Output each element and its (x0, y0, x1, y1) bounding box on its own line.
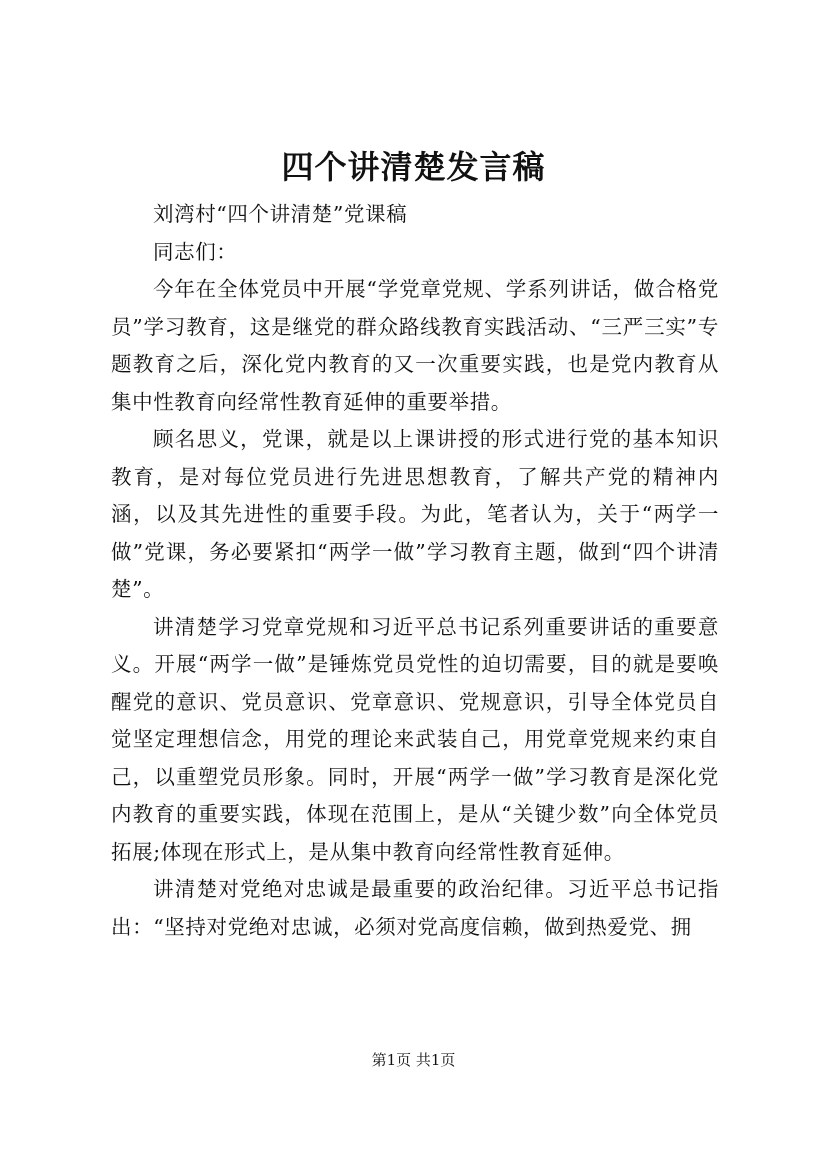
paragraph-purpose: 顾名思义，党课，就是以上课讲授的形式进行党的基本知识教育，是对每位党员进行先进思想教育，了解共产党的精神内涵，以及其先进性的重要手段。为此，笔者认为，关于“两学一做”党课，务必要紧扣“两学一做”学习教育主题，做到“四个讲清楚”。 (111, 427, 719, 601)
document-body (111, 196, 719, 946)
paragraph-significance: 讲清楚学习党章党规和习近平总书记系列重要讲话的重要意义。开展“两学一做”是锤炼党员党性的迫切需要，目的就是要唤醒党的意识、党员意识、党章意识、党规意识，引导全体党员自觉坚定理想信念，用党的理论来武装自己，用党章党规来约束自己，以重塑党员形象。同时，开展“两学一做”学习教育是深化党内教育的重要实践，体现在范围上，是从“关键少数”向全体党员拓展;体现在形式上，是从集中教育向经常性教育延伸。 (111, 614, 719, 864)
paragraph-loyalty: 讲清楚对党绝对忠诚是最重要的政治纪律。习近平总书记指出：“坚持对党绝对忠诚，必须对党高度信赖，做到热爱党、拥 (111, 877, 719, 939)
document-title: 四个讲清楚发言稿 (281, 148, 546, 186)
paragraph-subtitle: 刘湾村“四个讲清楚”党课稿 (153, 202, 408, 226)
paragraph-introduction: 今年在全体党员中开展“学党章党规、学系列讲话，做合格党员”学习教育，这是继党的群众路线教育实践活动、“三严三实”专题教育之后，深化党内教育的又一次重要实践，也是党内教育从集中性教育向经常性教育延伸的重要举措。 (111, 277, 719, 414)
paragraph-salutation: 同志们： (153, 239, 238, 264)
page-footer: 第1页 共1页 (371, 1051, 456, 1069)
